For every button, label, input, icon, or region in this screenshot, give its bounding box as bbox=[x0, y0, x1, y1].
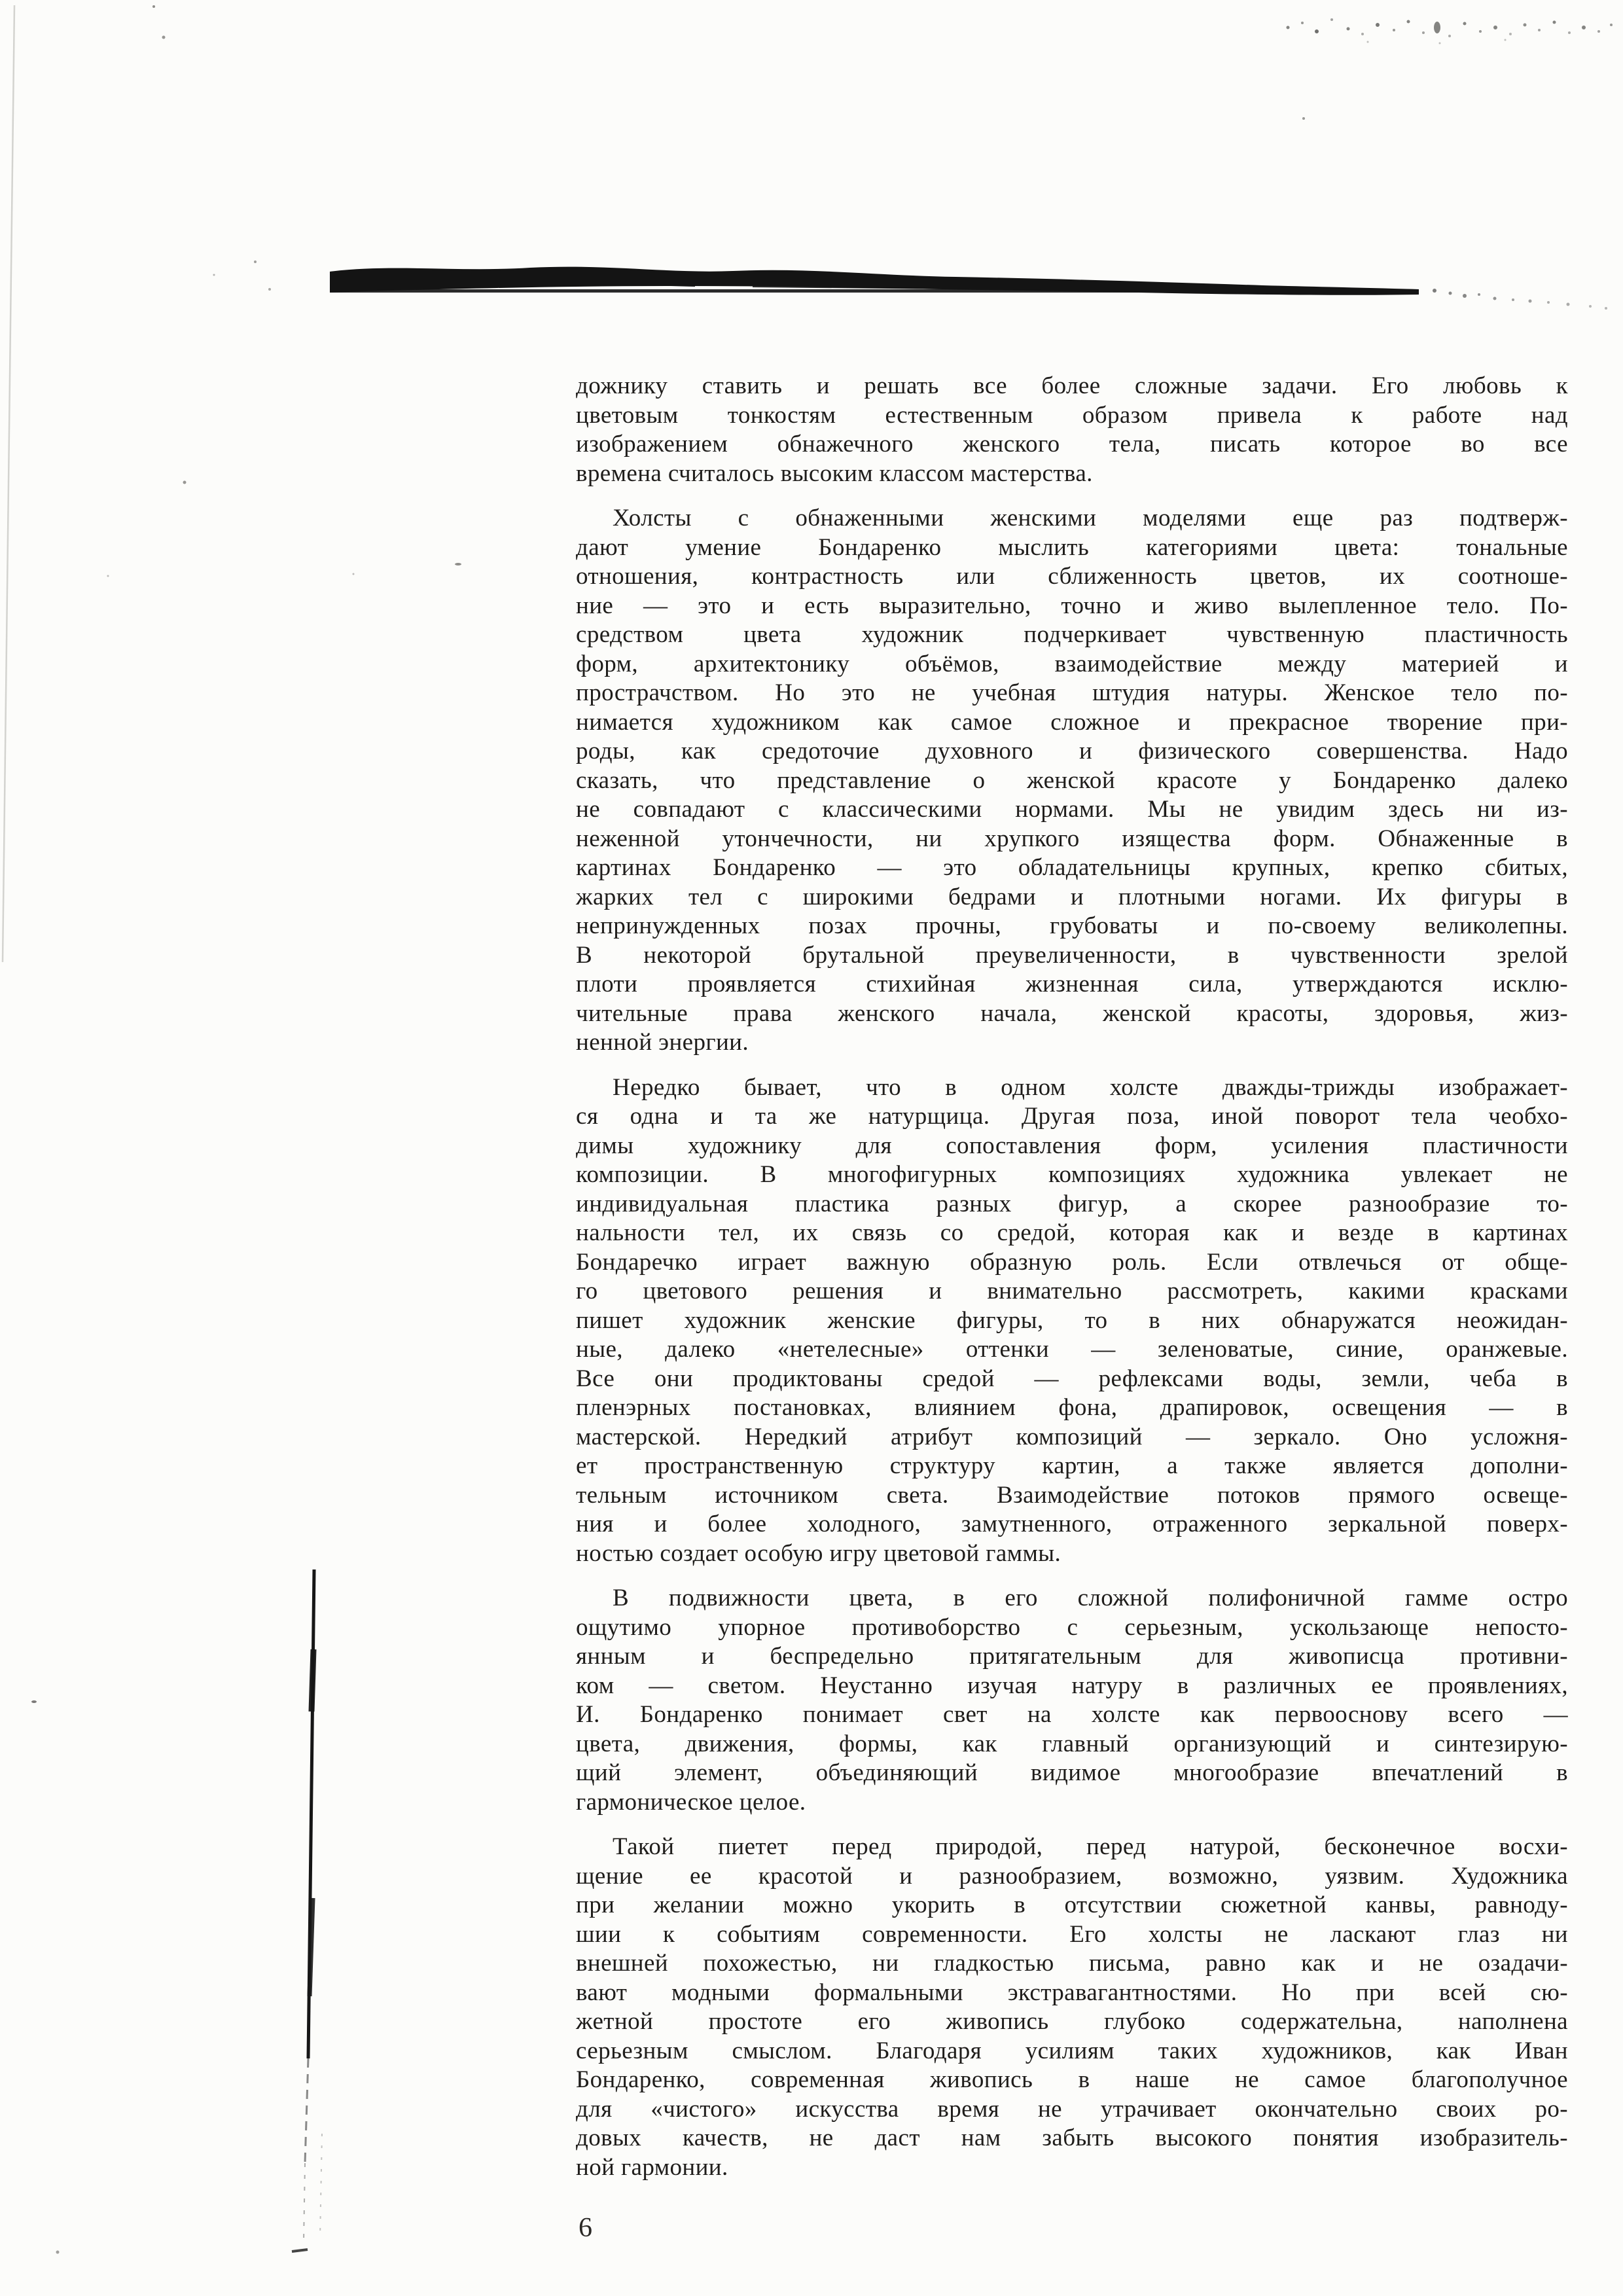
text-line: времена считалось высоким классом мастерства. bbox=[576, 459, 1093, 487]
text-line: шии к событиям современности. Его холсты не ласкают глаз ни bbox=[576, 1920, 1568, 1948]
text-line: при желании можно укорить в отсутствии сюжетной канвы, равноду- bbox=[576, 1892, 1568, 1918]
text-line: Бондаречко играет важную образную роль. Если отвлечься от обще- bbox=[576, 1248, 1568, 1276]
text-line: нимается художником как самое сложное и прекрасное творение при- bbox=[576, 708, 1568, 736]
text-line: Холсты с обнаженными женскими моделями еще раз подтверж- bbox=[613, 505, 1568, 531]
text-line: жарких тел с широкими бедрами и плотными ногами. Их фигуры в bbox=[576, 883, 1568, 910]
text-line: непринужденных позах прочны, грубоваты и по-своему великолепны. bbox=[576, 912, 1568, 939]
text-line: янным и беспредельно притягательным для живописца противни- bbox=[576, 1643, 1568, 1670]
text-line: ния и более холодного, замутненного, отраженного зеркальной поверх- bbox=[576, 1511, 1568, 1537]
text-line: Нередко бывает, что в одном холсте дважды-трижды изображает- bbox=[613, 1073, 1568, 1101]
paragraph bbox=[576, 1584, 1568, 1817]
text-line: дожнику ставить и решать все более сложные задачи. Его любовь к bbox=[576, 372, 1568, 399]
scanner-streak-diagonal bbox=[3, 5, 14, 962]
paragraph bbox=[576, 504, 1568, 1058]
text-line: форм, архитектонику объёмов, взаимодействие между материей и bbox=[576, 650, 1568, 677]
text-line: индивидуальная пластика разных фигур, а скорее разнообразие то- bbox=[576, 1190, 1568, 1217]
text-line: В подвижности цвета, в его сложной полифоничной гамме остро bbox=[613, 1585, 1568, 1611]
text-line: прострачством. Но это не учебная штудия натуры. Женское тело по- bbox=[576, 679, 1568, 706]
text-line: серьезным смыслом. Благодаря усилиям таких художников, как Иван bbox=[576, 2037, 1568, 2064]
text-line: ся одна и та же натурщица. Другая поза, иной поворот тела чеобхо- bbox=[576, 1103, 1568, 1130]
text-line: для «чистого» искусства время не утрачивает окончательно своих ро- bbox=[576, 2095, 1568, 2123]
dust-specks bbox=[31, 5, 461, 2254]
text-line: го цветового решения и внимательно рассмотреть, какими красками bbox=[576, 1278, 1568, 1304]
text-line: пленэрных постановках, влиянием фона, драпировок, освещения — в bbox=[576, 1394, 1568, 1421]
speckle-noise-top-right bbox=[1287, 18, 1613, 120]
text-line: картинах Бондаренко — это обладательницы крупных, крепко сбитых, bbox=[576, 854, 1568, 881]
text-block bbox=[576, 372, 1568, 2198]
text-line: тельным источником света. Взаимодействие потоков прямого освеще- bbox=[576, 1481, 1568, 1509]
text-line: Все они продиктованы средой — рефлексами воды, земли, чеба в bbox=[576, 1365, 1568, 1392]
page-number: 6 bbox=[579, 2213, 592, 2243]
text-line: жетной простоте его живопись глубоко содержательна, наполнена bbox=[576, 2008, 1568, 2035]
text-line: цвета, движения, формы, как главный организующий и синтезирую- bbox=[576, 1730, 1568, 1757]
text-line: гармоническое целое. bbox=[576, 1788, 806, 1816]
text-line: ком — светом. Неустанно изучая натуру в различных ее проявлениях, bbox=[576, 1672, 1568, 1699]
text-line: пишет художник женские фигуры, то в них обнаружатся неожидан- bbox=[576, 1306, 1568, 1334]
text-line: средством цвета художник подчеркивает чувственную пластичность bbox=[576, 621, 1568, 648]
text-line: димы художнику для сопоставления форм, усиления пластичности bbox=[576, 1132, 1568, 1159]
text-line: ет пространственную структуру картин, а также является дополни- bbox=[576, 1452, 1568, 1479]
text-line: роды, как средоточие духовного и физического совершенства. Надо bbox=[576, 738, 1568, 764]
text-line: Такой пиетет перед природой, перед натурой, бесконечное восхи- bbox=[613, 1833, 1568, 1860]
text-line: мастерской. Нередкий атрибут композиций — зеркало. Оно усложня- bbox=[576, 1423, 1568, 1450]
text-line: плоти проявляется стихийная жизненная сила, утверждаются исклю- bbox=[576, 971, 1568, 997]
text-line: цветовым тонкостям естественным образом привела к работе над bbox=[576, 401, 1568, 429]
text-line: щий элемент, объединяющий видимое многообразие впечатлений в bbox=[576, 1759, 1568, 1786]
text-line: композиции. В многофигурных композициях художника увлекает не bbox=[576, 1161, 1568, 1188]
ink-smudge-top bbox=[330, 267, 1607, 310]
text-line: ние — это и есть выразительно, точно и живо вылепленное тело. По- bbox=[576, 592, 1568, 619]
text-line: отношения, контрастность или сближенность цветов, их соотноше- bbox=[576, 563, 1568, 590]
text-line: чительные права женского начала, женской красоты, здоровья, жиз- bbox=[576, 999, 1568, 1027]
text-line: изображением обнажечного женского тела, писать которое во все bbox=[576, 431, 1568, 457]
text-line: ные, далеко «нетелесные» оттенки — зеленоватые, синие, оранжевые. bbox=[576, 1336, 1568, 1363]
text-line: довых качеств, не даст нам забыть высокого понятия изобразитель- bbox=[576, 2125, 1568, 2151]
text-line: щение ее красотой и разнообразием, возможно, уязвим. Художника bbox=[576, 1862, 1568, 1890]
text-line: В некоторой брутальной преувеличенности, в чувственности зрелой bbox=[576, 941, 1568, 969]
text-line: не совпадают с классическими нормами. Мы не увидим здесь ни из- bbox=[576, 796, 1568, 823]
paragraph bbox=[576, 1833, 1568, 2182]
text-line: внешней похожестью, ни гладкостью письма, равно как и не озадачи- bbox=[576, 1950, 1568, 1977]
scanner-streak-vertical bbox=[292, 1570, 322, 2251]
text-line: ностью создает особую игру цветовой гаммы. bbox=[576, 1539, 1061, 1567]
text-line: вают модными формальными экстравагантностями. Но при всей сю- bbox=[576, 1979, 1568, 2006]
text-line: ощутимо упорное противоборство с серьезным, ускользающе непосто- bbox=[576, 1613, 1568, 1641]
text-line: ной гармонии. bbox=[576, 2153, 728, 2181]
text-line: Бондаренко, современная живопись в наше не самое благополучное bbox=[576, 2066, 1568, 2093]
text-line: сказать, что представление о женской красоте у Бондаренко далеко bbox=[576, 766, 1568, 794]
text-line: дают умение Бондаренко мыслить категориями цвета: тональные bbox=[576, 533, 1568, 561]
text-line: нальности тел, их связь со средой, которая как и везде в картинах bbox=[576, 1219, 1568, 1246]
paragraph bbox=[576, 1073, 1568, 1569]
text-line: И. Бондаренко понимает свет на холсте как первооснову всего — bbox=[576, 1701, 1568, 1728]
text-line: ненной энергии. bbox=[576, 1029, 749, 1056]
text-line: неженной утончечности, ни хрупкого изящества форм. Обнаженные в bbox=[576, 825, 1568, 852]
paragraph bbox=[576, 372, 1568, 488]
